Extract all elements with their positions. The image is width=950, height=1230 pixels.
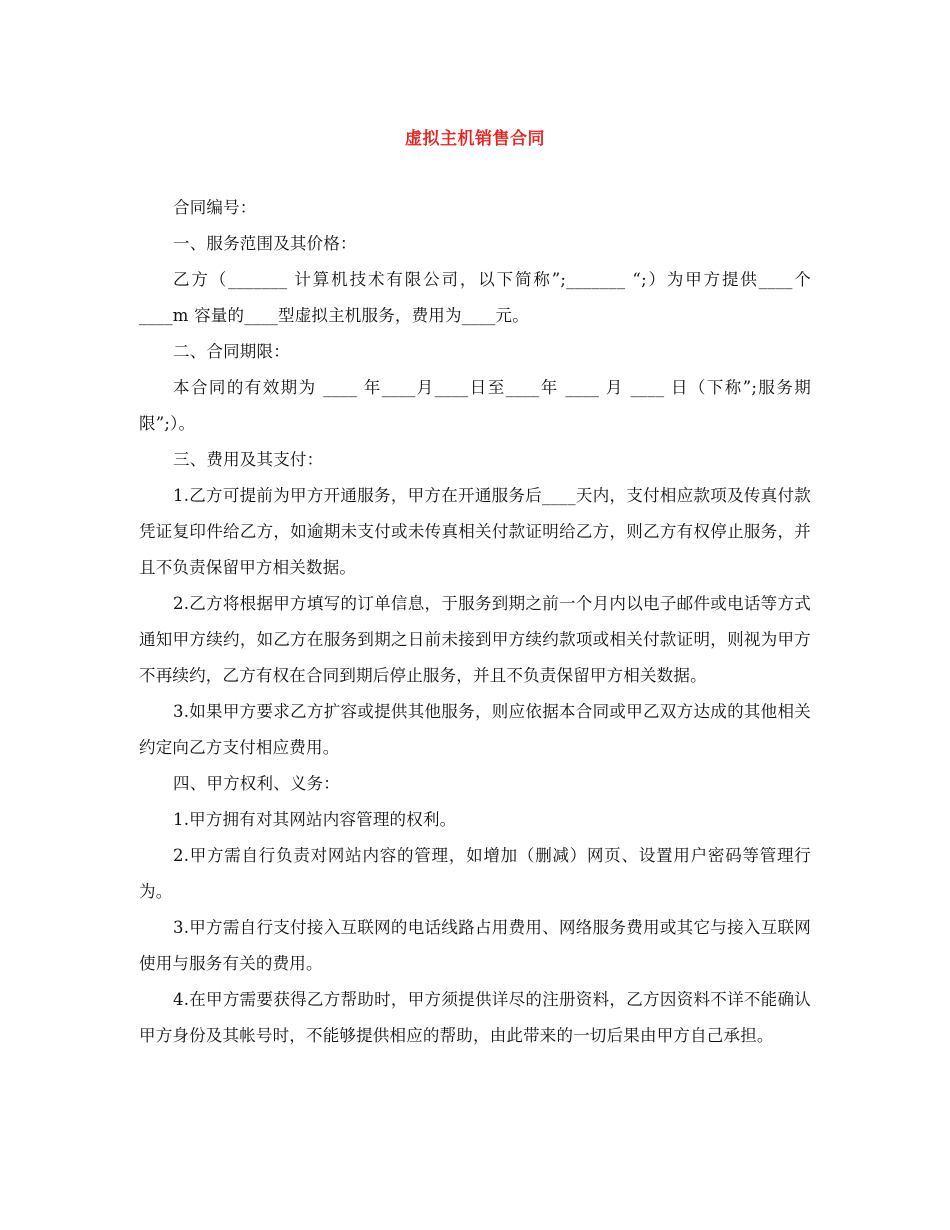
paragraph-service-scope: 乙方（_______ 计算机技术有限公司，以下简称”;_______ “;）为甲方提供____个____m 容量的____型虚拟主机服务，费用为____元。 xyxy=(139,270,811,325)
paragraph-payment-2: 2.乙方将根据甲方填写的订单信息，于服务到期之前一个月内以电子邮件或电话等方式通知甲方续约，如乙方在服务到期之日前未接到甲方续约款项或相关付款证明，则视为甲方不再续约，乙方有权在合同到期后停止服务，并且不负责保留甲方相关数据。 xyxy=(139,594,811,685)
section-heading-contract-term: 二、合同期限： xyxy=(173,342,290,361)
section-heading-fees-payment: 三、费用及其支付： xyxy=(173,450,324,469)
section-heading-party-a-rights: 四、甲方权利、义务： xyxy=(173,774,340,793)
document-title: 虚拟主机销售合同 xyxy=(405,129,545,149)
paragraph-payment-3: 3.如果甲方要求乙方扩容或提供其他服务，则应依据本合同或甲乙双方达成的其他相关约定向乙方支付相应费用。 xyxy=(139,702,811,757)
paragraph-rights-4: 4.在甲方需要获得乙方帮助时，甲方须提供详尽的注册资料，乙方因资料不详不能确认甲方身份及其帐号时，不能够提供相应的帮助，由此带来的一切后果由甲方自己承担。 xyxy=(139,990,811,1045)
paragraph-rights-1: 1.甲方拥有对其网站内容管理的权利。 xyxy=(173,810,457,829)
paragraph-rights-2: 2.甲方需自行负责对网站内容的管理，如增加（删减）网页、设置用户密码等管理行为。 xyxy=(139,846,811,901)
document-body xyxy=(139,190,811,1054)
section-heading-service-scope: 一、服务范围及其价格： xyxy=(173,234,357,253)
paragraph-rights-3: 3.甲方需自行支付接入互联网的电话线路占用费用、网络服务费用或其它与接入互联网使用与服务有关的费用。 xyxy=(139,918,811,973)
paragraph-contract-term: 本合同的有效期为 ____ 年____月____日至____年 ____ 月 ____ 日（下称”;服务期限”;）。 xyxy=(139,378,811,433)
contract-number: 合同编号： xyxy=(173,198,257,217)
paragraph-payment-1: 1.乙方可提前为甲方开通服务，甲方在开通服务后____天内，支付相应款项及传真付款凭证复印件给乙方，如逾期未支付或未传真相关付款证明给乙方，则乙方有权停止服务，并且不负责保留甲方相关数据。 xyxy=(139,486,811,577)
